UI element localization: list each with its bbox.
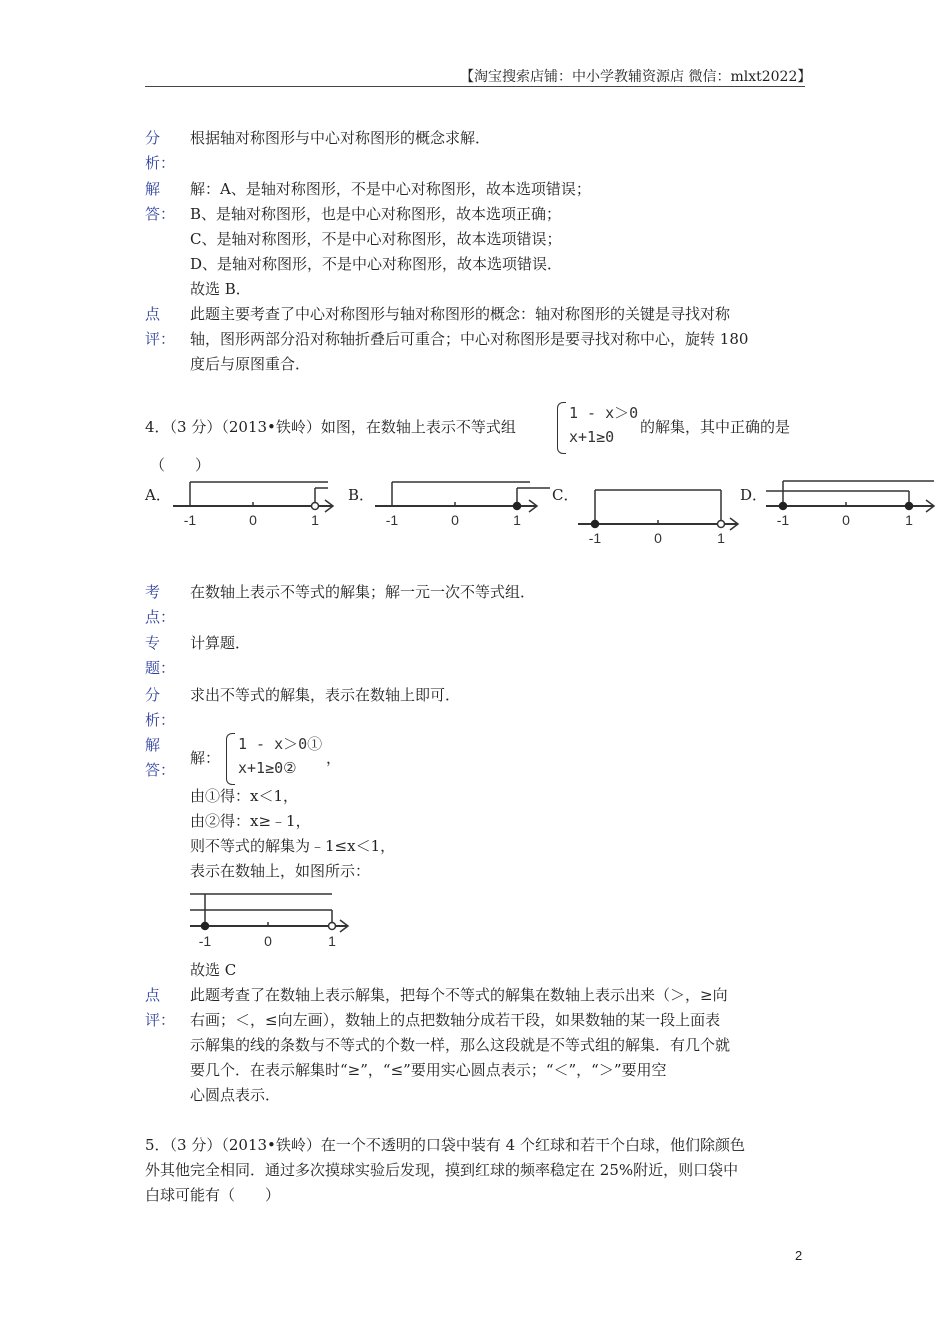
svg-text:-1: -1 [385,512,399,528]
q4-answer-choice: 故选 C [190,961,237,979]
q4-answer-line-1: 由①得：x＜1， [190,787,299,805]
svg-text:1: 1 [717,530,725,546]
option-c-numberline [578,488,743,548]
prev-analysis-text: 根据轴对称图形与中心对称图形的概念求解． [190,129,491,147]
prev-answer-line-1: 解：A、是轴对称图形，不是中心对称图形，故本选项错误； [190,180,591,198]
label-q4-analysis: 分 析： [145,686,176,729]
q4-answer-suffix: ， [326,749,342,767]
label-comment: 点 评： [145,305,176,348]
q4-answer-system: 1 - x＞0① x+1≥0② [226,733,326,783]
q4-answer-line-4: 表示在数轴上，如图所示： [190,862,371,880]
option-d-label: D． [740,486,768,504]
svg-text:0: 0 [842,512,850,528]
q4-comment-line-3: 示解集的线的条数与不等式的个数一样，那么这段就是不等式组的解集．有几个就 [190,1036,731,1054]
svg-text:-1: -1 [183,512,197,528]
q4-stem: 4．（3 分）（2013•铁岭）如图，在数轴上表示不等式组 [145,418,516,436]
label-q4-answer: 解 答： [145,736,176,779]
label-q4-comment: 点 评： [145,986,176,1029]
q4-answer-line-3: 则不等式的解集为﹣1≤x＜1， [190,837,396,855]
q5-line-2: 外其他完全相同．通过多次摸球实验后发现，摸到红球的频率稳定在 25%附近，则口袋中 [145,1161,739,1179]
option-a-numberline [173,478,343,530]
answer-numberline [190,888,355,950]
q4-system: 1 - x＞0 x+1≥0 [557,402,637,452]
prev-answer-line-4: D、是轴对称图形，不是中心对称图形，故本选项错误． [190,255,563,273]
svg-text:1: 1 [328,933,336,949]
option-b-numberline [375,478,555,530]
option-c-label: C． [552,486,579,504]
page-header: 【淘宝搜索店铺：中小学教辅资源店 微信：mlxt2022】 [460,69,812,85]
option-b-label: B． [348,486,375,504]
svg-text:-1: -1 [776,512,790,528]
prev-answer-line-2: B、是轴对称图形，也是中心对称图形，故本选项正确； [190,205,562,223]
svg-text:0: 0 [451,512,459,528]
q4-answer-line-2: 由②得：x≥﹣1， [190,812,311,830]
q4-stem-end: 的解集，其中正确的是 [640,418,791,436]
prev-comment-line-1: 此题主要考查了中心对称图形与轴对称图形的概念：轴对称图形的关键是寻找对称 [190,305,731,323]
q4-kaodian-text: 在数轴上表示不等式的解集；解一元一次不等式组． [190,583,536,601]
q5-line-1: 5．（3 分）（2013•铁岭）在一个不透明的口袋中装有 4 个红球和若干个白球，他们除颜色 [145,1136,745,1154]
svg-text:-1: -1 [198,933,212,949]
header-rule [145,86,805,87]
svg-text:-1: -1 [588,530,602,546]
q4-comment-line-4: 要几个．在表示解集时“≥”，“≤”要用实心圆点表示；“＜”，“＞”要用空 [190,1061,667,1079]
q4-comment-line-2: 右画；＜，≤向左画），数轴上的点把数轴分成若干段，如果数轴的某一段上面表 [190,1011,721,1029]
svg-text:1: 1 [311,512,319,528]
page-number: 2 [795,1248,803,1263]
option-d-numberline [766,478,938,530]
svg-text:1: 1 [905,512,913,528]
prev-comment-line-2: 轴，图形两部分沿对称轴折叠后可重合；中心对称图形是要寻找对称中心，旋转 180 [190,330,749,348]
label-kaodian: 考 点： [145,583,176,626]
svg-text:0: 0 [249,512,257,528]
option-a-label: A． [145,486,171,504]
prev-comment-line-3: 度后与原图重合． [190,355,311,373]
label-analysis: 分 析： [145,129,176,172]
label-answer: 解 答： [145,180,176,223]
q4-zhuanti-text: 计算题． [190,634,251,652]
q5-line-3: 白球可能有（ ） [145,1186,281,1204]
label-zhuanti: 专 题： [145,634,176,677]
svg-text:1: 1 [513,512,521,528]
q4-blank: （ ） [150,456,211,474]
q4-comment-line-5: 心圆点表示． [190,1086,281,1104]
prev-answer-line-5: 故选 B． [190,280,251,298]
prev-answer-line-3: C、是轴对称图形，不是中心对称图形，故本选项错误； [190,230,562,248]
svg-text:0: 0 [654,530,662,546]
svg-text:0: 0 [264,933,272,949]
q4-analysis-text: 求出不等式的解集，表示在数轴上即可． [190,686,461,704]
q4-answer-prefix: 解： [190,749,221,767]
q4-comment-line-1: 此题考查了在数轴上表示解集，把每个不等式的解集在数轴上表示出来（＞，≥向 [190,986,728,1004]
